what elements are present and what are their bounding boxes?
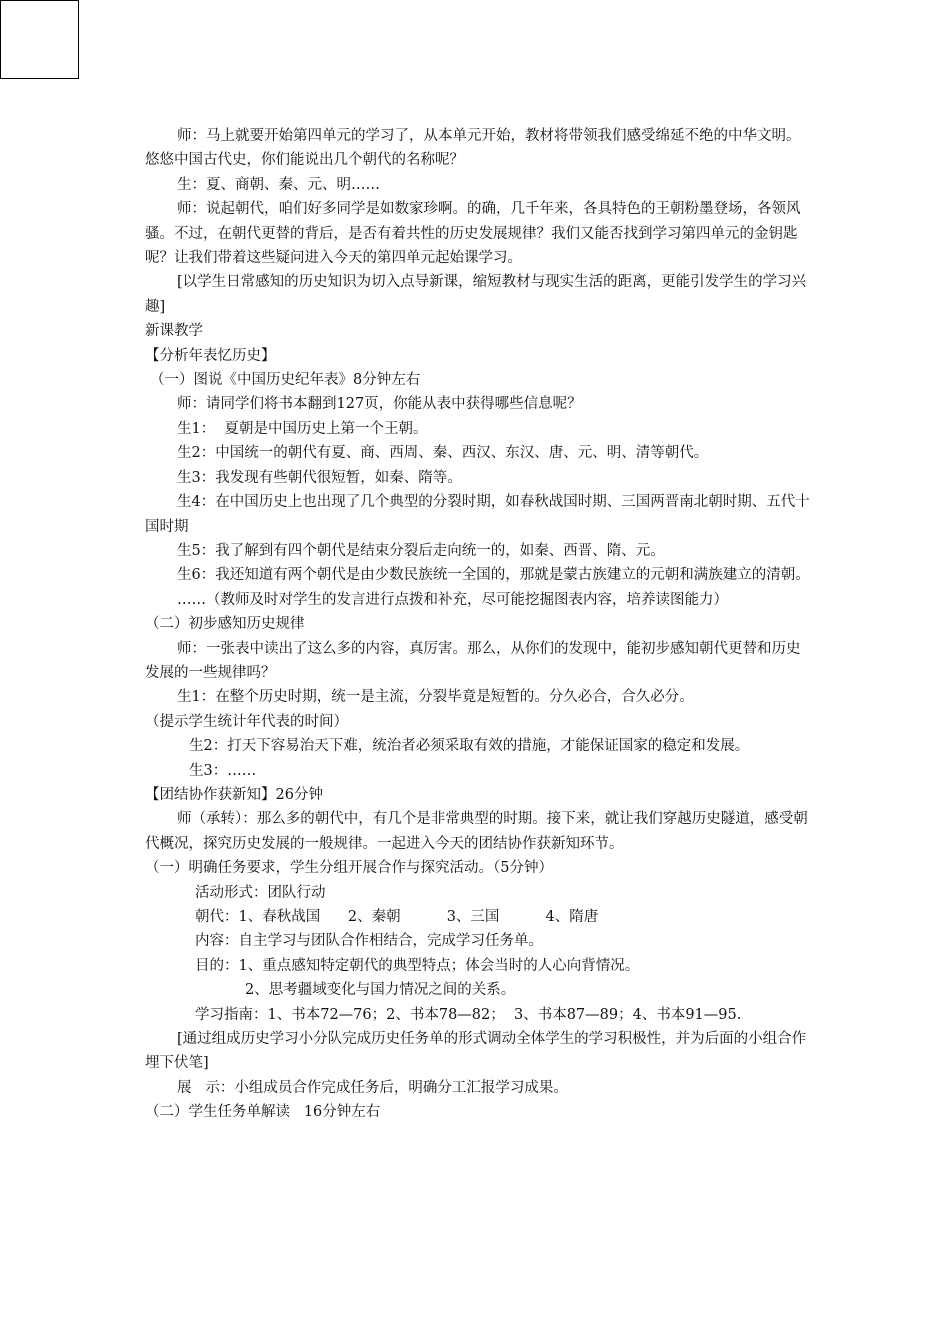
design-note-teams: [通过组成历史学习小分队完成历史任务单的形式调动全体学生的学习积极性，并为后面的小组合作埋下伏笔] — [145, 1031, 807, 1072]
student-answer-dynasties: 生：夏、商朝、秦、元、明…… — [177, 176, 380, 193]
presentation-note: 展 示：小组成员合作完成任务后，明确分工汇报学习成果。 — [177, 1079, 568, 1096]
subsection-chronology-chart: （一）图说《中国历史纪年表》8分钟左右 — [150, 372, 421, 389]
teacher-intro-question: 师：马上就要开始第四单元的学习了，从本单元开始，教材将带领我们感受绵延不绝的中华文明。悠悠中国古代史，你们能说出几个朝代的名称呢？ — [145, 128, 801, 169]
activity-goal-1: 目的：1、重点感知特定朝代的典型特点；体会当时的人心向背情况。 — [195, 957, 640, 974]
corner-frame-box — [0, 0, 79, 79]
teacher-transition: 师（承转）：那么多的朝代中，有几个是非常典型的时期。接下来，就让我们穿越历史隧道，感受朝代概况，探究历史发展的一般规律。一起进入今天的团结协作获新知环节。 — [145, 811, 808, 852]
student-2-unified: 生2：中国统一的朝代有夏、商、西周、秦、西汉、东汉、唐、元、明、清等朝代。 — [177, 445, 709, 462]
student-1-unity: 生1：在整个历史时期，统一是主流，分裂毕竟是短暂的。分久必合，合久必分。 — [177, 689, 694, 706]
activity-content: 内容：自主学习与团队合作相结合，完成学习任务单。 — [195, 933, 543, 950]
teacher-note-guidance: ……（教师及时对学生的发言进行点拨和补充，尽可能挖掘图表内容，培养读图能力） — [177, 591, 728, 608]
student-5-reunify: 生5：我了解到有四个朝代是结束分裂后走向统一的，如秦、西晋、隋、元。 — [177, 542, 665, 559]
design-note-intro: [以学生日常感知的历史知识为切入点导新课，缩短教材与现实生活的距离，更能引发学生的学习兴趣] — [145, 274, 807, 315]
activity-dynasties: 朝代：1、春秋战国 2、秦朝 3、三国 4、隋唐 — [195, 909, 599, 925]
student-3-short: 生3：我发现有些朝代很短暂，如秦、隋等。 — [177, 469, 462, 486]
hint-count-years: （提示学生统计年代表的时间） — [145, 713, 348, 730]
teacher-intro-transition: 师：说起朝代，咱们好多同学是如数家珍啊。的确，几千年来，各具特色的王朝粉墨登场，各领风骚。不过，在朝代更替的背后，是否有着共性的历史发展规律？我们又能否找到学习第四单元的金钥匙呢？让我们带着这些疑问进入今天的第四单元起始课学习。 — [145, 201, 801, 267]
teacher-page-127: 师：请同学们将书本翻到127页，你能从表中获得哪些信息呢？ — [177, 396, 582, 413]
student-6-minority: 生6：我还知道有两个朝代是由少数民族统一全国的，那就是蒙古族建立的元朝和满族建立的清朝。 — [177, 567, 810, 584]
section-timeline-analysis: 【分析年表忆历史】 — [145, 347, 276, 364]
activity-goal-2: 2、思考疆域变化与国力情况之间的关系。 — [245, 982, 516, 999]
student-2-governance: 生2：打天下容易治天下难，统治者必须采取有效的措施，才能保证国家的稳定和发展。 — [189, 738, 750, 755]
subsection-task-requirements: （一）明确任务要求，学生分组开展合作与探究活动。（5分钟） — [145, 860, 553, 877]
section-teamwork: 【团结协作获新知】26分钟 — [145, 786, 323, 803]
subsection-history-patterns: （二）初步感知历史规律 — [145, 616, 305, 633]
lesson-plan-body — [145, 124, 810, 1125]
student-3-ellipsis: 生3：…… — [189, 762, 257, 779]
section-new-lesson: 新课教学 — [145, 323, 203, 340]
activity-form: 活动形式：团队行动 — [195, 884, 326, 901]
study-guide: 学习指南：1、书本72—76；2、书本78—82； 3、书本87—89；4、书本91—95. — [195, 1006, 742, 1023]
teacher-patterns-question: 师：一张表中读出了这么多的内容，真厉害。那么，从你们的发现中，能初步感知朝代更替和历史发展的一些规律吗？ — [145, 640, 801, 681]
student-1-xia: 生1： 夏朝是中国历史上第一个王朝。 — [177, 420, 428, 437]
student-4-split: 生4：在中国历史上也出现了几个典型的分裂时期，如春秋战国时期、三国两晋南北朝时期、五代十国时期 — [145, 494, 810, 535]
subsection-task-sheet: （二）学生任务单解读 16分钟左右 — [145, 1104, 381, 1121]
